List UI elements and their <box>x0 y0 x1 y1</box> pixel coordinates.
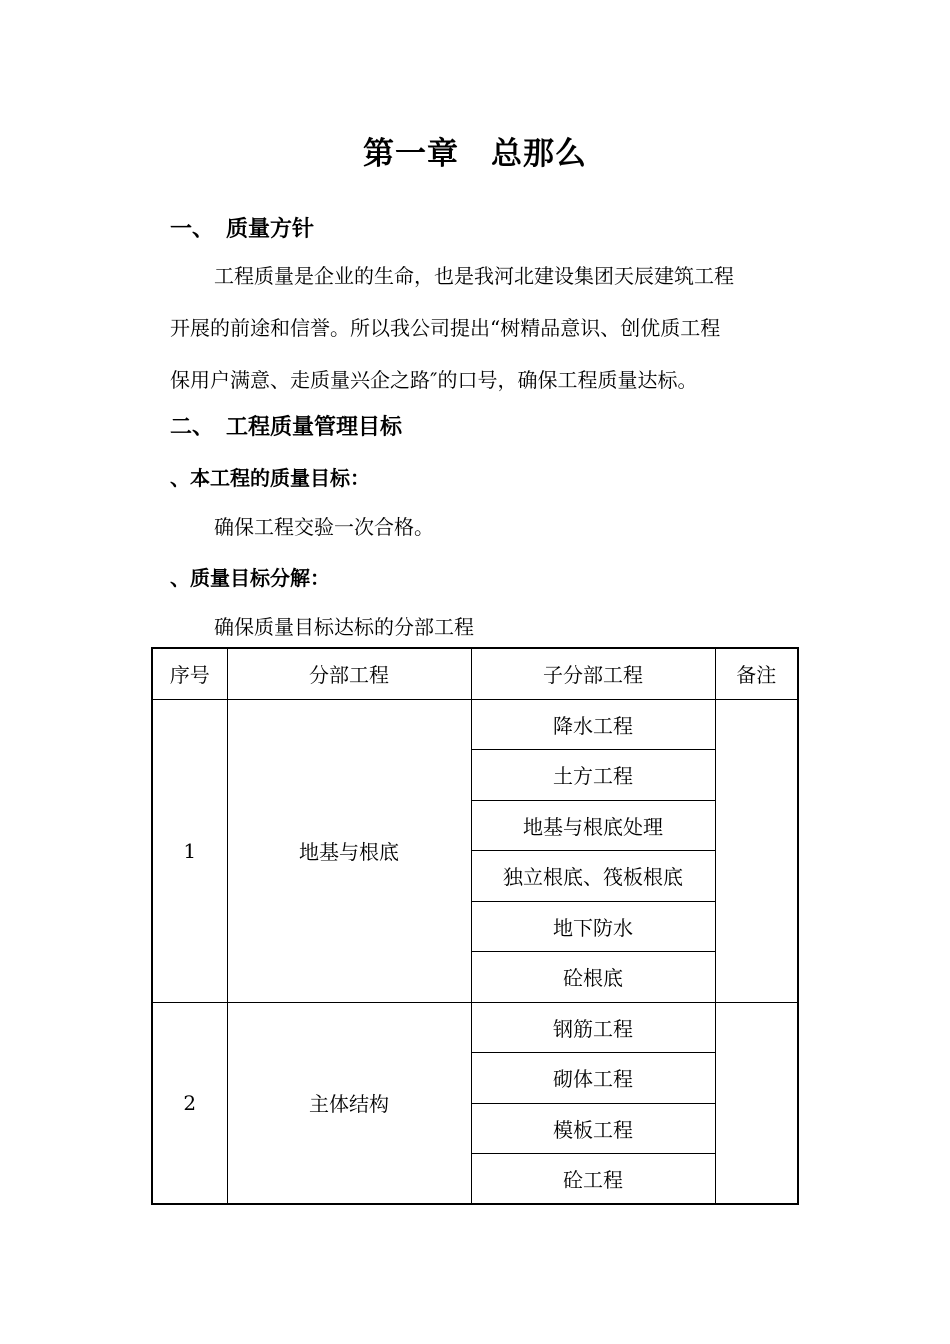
subdivision-cell: 砼工程 <box>471 1154 715 1205</box>
subdivision-cell: 模板工程 <box>471 1103 715 1154</box>
table-row <box>152 1002 798 1053</box>
section-heading-quality-goals <box>170 410 402 441</box>
remark-cell <box>715 1002 798 1204</box>
section-title: 工程质量管理目标 <box>226 415 403 440</box>
subsection-heading-goal-breakdown: 、质量目标分解： <box>170 566 330 590</box>
subdivision-cell: 砌体工程 <box>471 1053 715 1104</box>
header-remark: 备注 <box>715 648 798 699</box>
table-header-row <box>152 648 798 699</box>
quality-policy-paragraph <box>170 250 815 406</box>
paragraph-line: 工程质量是企业的生命，也是我河北建设集团天辰建筑工程 <box>214 264 734 288</box>
section-heading-quality-policy <box>170 212 314 243</box>
division-cell: 地基与根底 <box>227 699 471 1002</box>
section-number: 二、 <box>170 415 215 440</box>
header-division: 分部工程 <box>227 648 471 699</box>
subdivision-cell: 独立根底、筏板根底 <box>471 851 715 902</box>
seq-cell: 1 <box>152 699 227 1002</box>
chapter-title: 第一章 总那么 <box>363 136 587 172</box>
header-seq: 序号 <box>152 648 227 699</box>
division-cell: 主体结构 <box>227 1002 471 1204</box>
remark-cell <box>715 699 798 1002</box>
header-subdivision: 子分部工程 <box>471 648 715 699</box>
subdivision-cell: 砼根底 <box>471 952 715 1003</box>
table-row <box>152 699 798 750</box>
goal-breakdown-text: 确保质量目标达标的分部工程 <box>214 615 474 639</box>
section-number: 一、 <box>170 217 215 242</box>
section-title: 质量方针 <box>226 217 315 242</box>
subdivision-cell: 地基与根底处理 <box>471 800 715 851</box>
paragraph-line: 保用户满意、走质量兴企之路″的口号，确保工程质量达标。 <box>170 368 698 392</box>
subdivision-cell: 地下防水 <box>471 901 715 952</box>
subsection-heading-project-goal: 、本工程的质量目标： <box>170 466 370 490</box>
paragraph-line: 开展的前途和信誉。所以我公司提出“树精品意识、创优质工程 <box>170 316 721 340</box>
seq-cell: 2 <box>152 1002 227 1204</box>
project-goal-text: 确保工程交验一次合格。 <box>214 515 434 539</box>
division-table <box>151 647 799 1205</box>
subdivision-cell: 土方工程 <box>471 750 715 801</box>
subdivision-cell: 降水工程 <box>471 699 715 750</box>
subdivision-cell: 钢筋工程 <box>471 1002 715 1053</box>
